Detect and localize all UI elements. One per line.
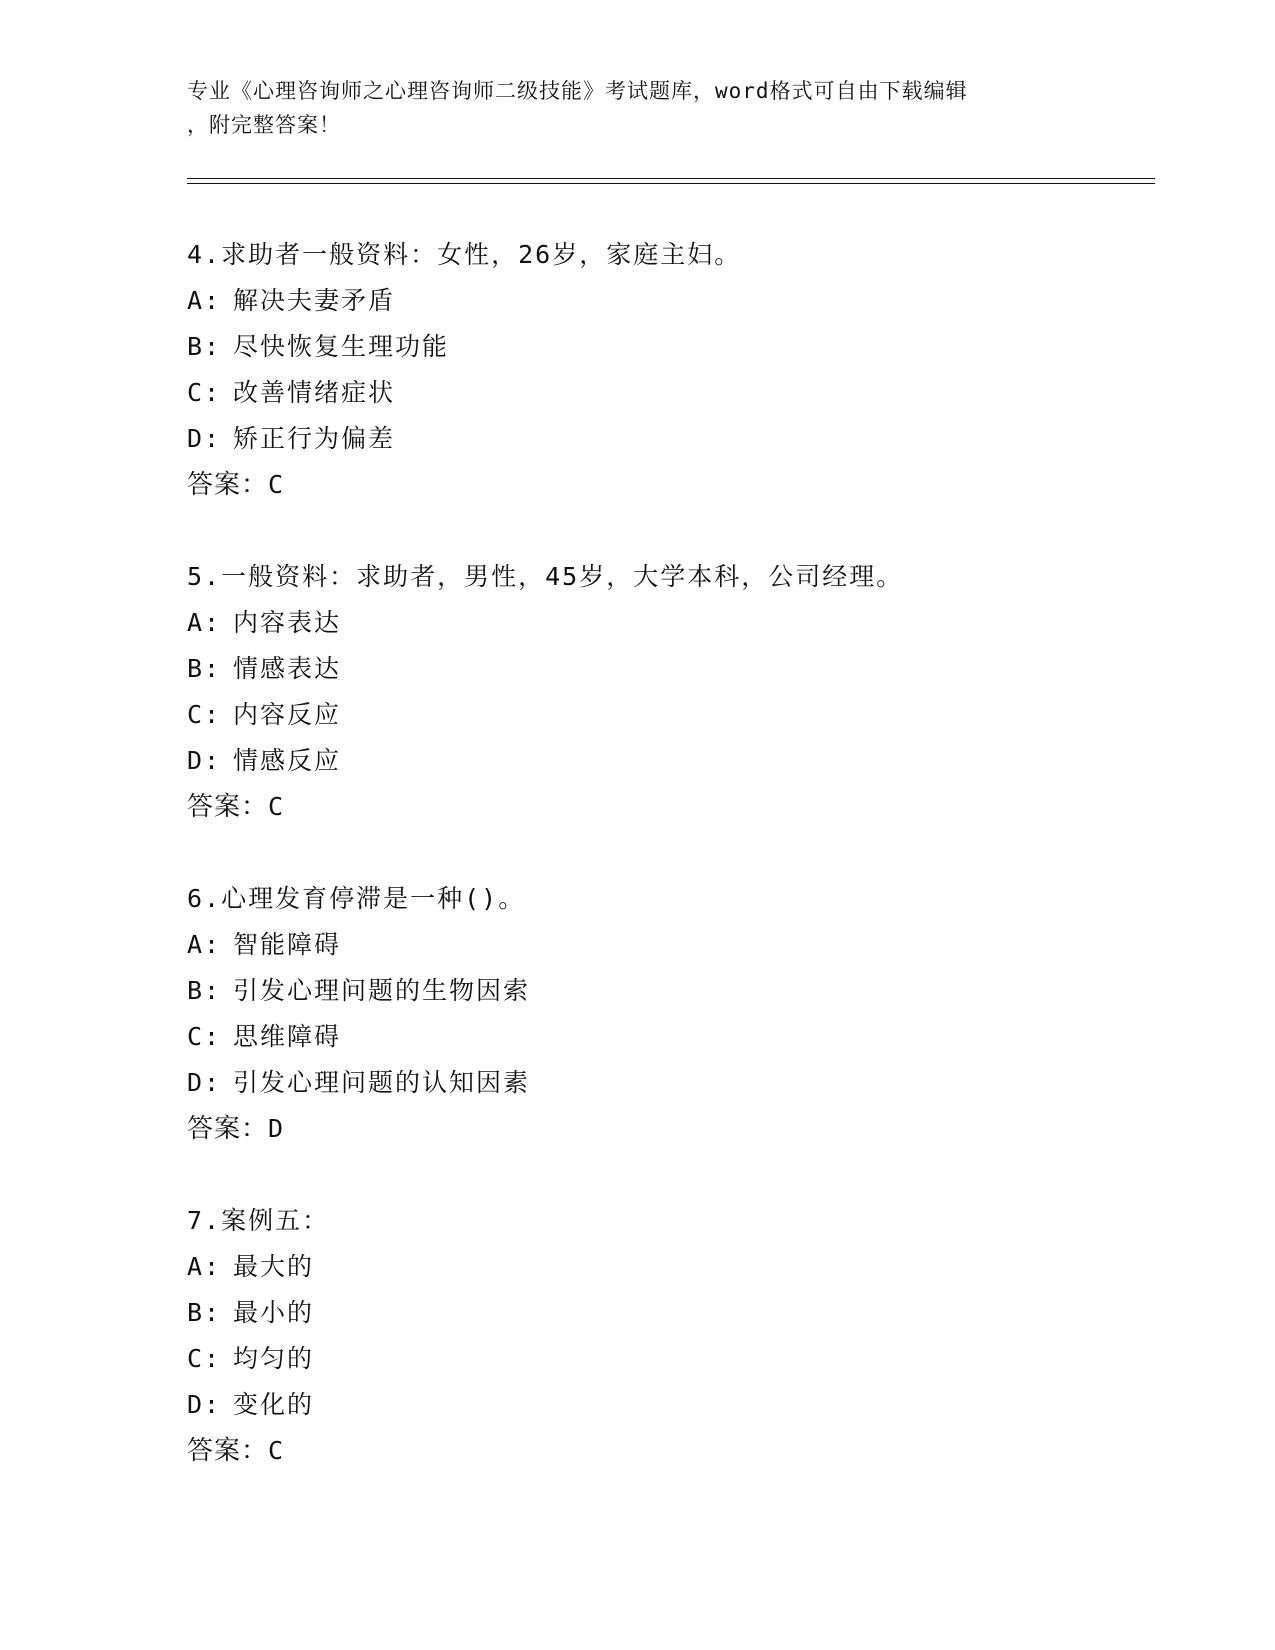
option-a [187,922,1147,968]
question-item [187,554,1147,830]
option-text: 尽快恢复生理功能 [233,332,450,361]
question-list [187,232,1147,1520]
question-item [187,1198,1147,1474]
answer-label: 答案： [187,1436,269,1466]
option-letter: C: [187,700,222,729]
option-b [187,968,1147,1014]
option-text: 引发心理问题的认知因素 [233,1068,531,1097]
answer-value: C [268,470,285,499]
option-d [187,738,1147,784]
option-letter: C: [187,1022,222,1051]
option-letter: A: [187,930,222,959]
option-letter: B: [187,1298,222,1327]
option-b [187,324,1147,370]
option-letter: D: [187,1390,222,1419]
option-c [187,370,1147,416]
option-text: 矫正行为偏差 [233,424,396,453]
option-letter: D: [187,424,222,453]
option-text: 智能障碍 [233,930,342,959]
question-item [187,876,1147,1152]
answer-value: C [268,1436,285,1465]
option-d [187,1382,1147,1428]
header-line-1: 专业《心理咨询师之心理咨询师二级技能》考试题库，word格式可自由下载编辑 [187,79,968,103]
answer-line [187,462,1147,508]
answer-line [187,1106,1147,1152]
option-d [187,416,1147,462]
option-text: 情感反应 [233,746,342,775]
answer-label: 答案： [187,470,269,500]
option-text: 最大的 [233,1252,315,1281]
option-text: 内容反应 [233,700,342,729]
question-item [187,232,1147,508]
answer-value: D [268,1114,285,1143]
question-stem: 5.一般资料：求助者，男性，45岁，大学本科，公司经理。 [187,562,904,591]
answer-label: 答案： [187,1114,269,1144]
header-line-2: ，附完整答案！ [187,113,341,137]
option-letter: C: [187,378,222,407]
option-a [187,278,1147,324]
option-text: 内容表达 [233,608,342,637]
document-header [187,74,1087,142]
option-letter: B: [187,654,222,683]
option-letter: D: [187,746,222,775]
option-c [187,1336,1147,1382]
question-stem: 7.案例五： [187,1206,330,1235]
option-letter: B: [187,332,222,361]
option-text: 思维障碍 [233,1022,342,1051]
option-letter: A: [187,608,222,637]
question-stem: 6.心理发育停滞是一种()。 [187,884,526,913]
option-b [187,1290,1147,1336]
option-text: 解决夫妻矛盾 [233,286,396,315]
header-divider-top [187,178,1155,179]
option-a [187,1244,1147,1290]
option-c [187,692,1147,738]
option-letter: C: [187,1344,222,1373]
option-text: 变化的 [233,1390,315,1419]
answer-line [187,784,1147,830]
option-text: 改善情绪症状 [233,378,396,407]
option-b [187,646,1147,692]
option-a [187,600,1147,646]
option-d [187,1060,1147,1106]
option-letter: D: [187,1068,222,1097]
option-c [187,1014,1147,1060]
answer-line [187,1428,1147,1474]
answer-value: C [268,792,285,821]
option-text: 情感表达 [233,654,342,683]
option-text: 最小的 [233,1298,315,1327]
option-text: 均匀的 [233,1344,315,1373]
answer-label: 答案： [187,792,269,822]
option-text: 引发心理问题的生物因索 [233,976,531,1005]
option-letter: B: [187,976,222,1005]
option-letter: A: [187,286,222,315]
option-letter: A: [187,1252,222,1281]
question-stem: 4.求助者一般资料：女性，26岁，家庭主妇。 [187,240,742,269]
header-divider-bottom [187,183,1155,184]
